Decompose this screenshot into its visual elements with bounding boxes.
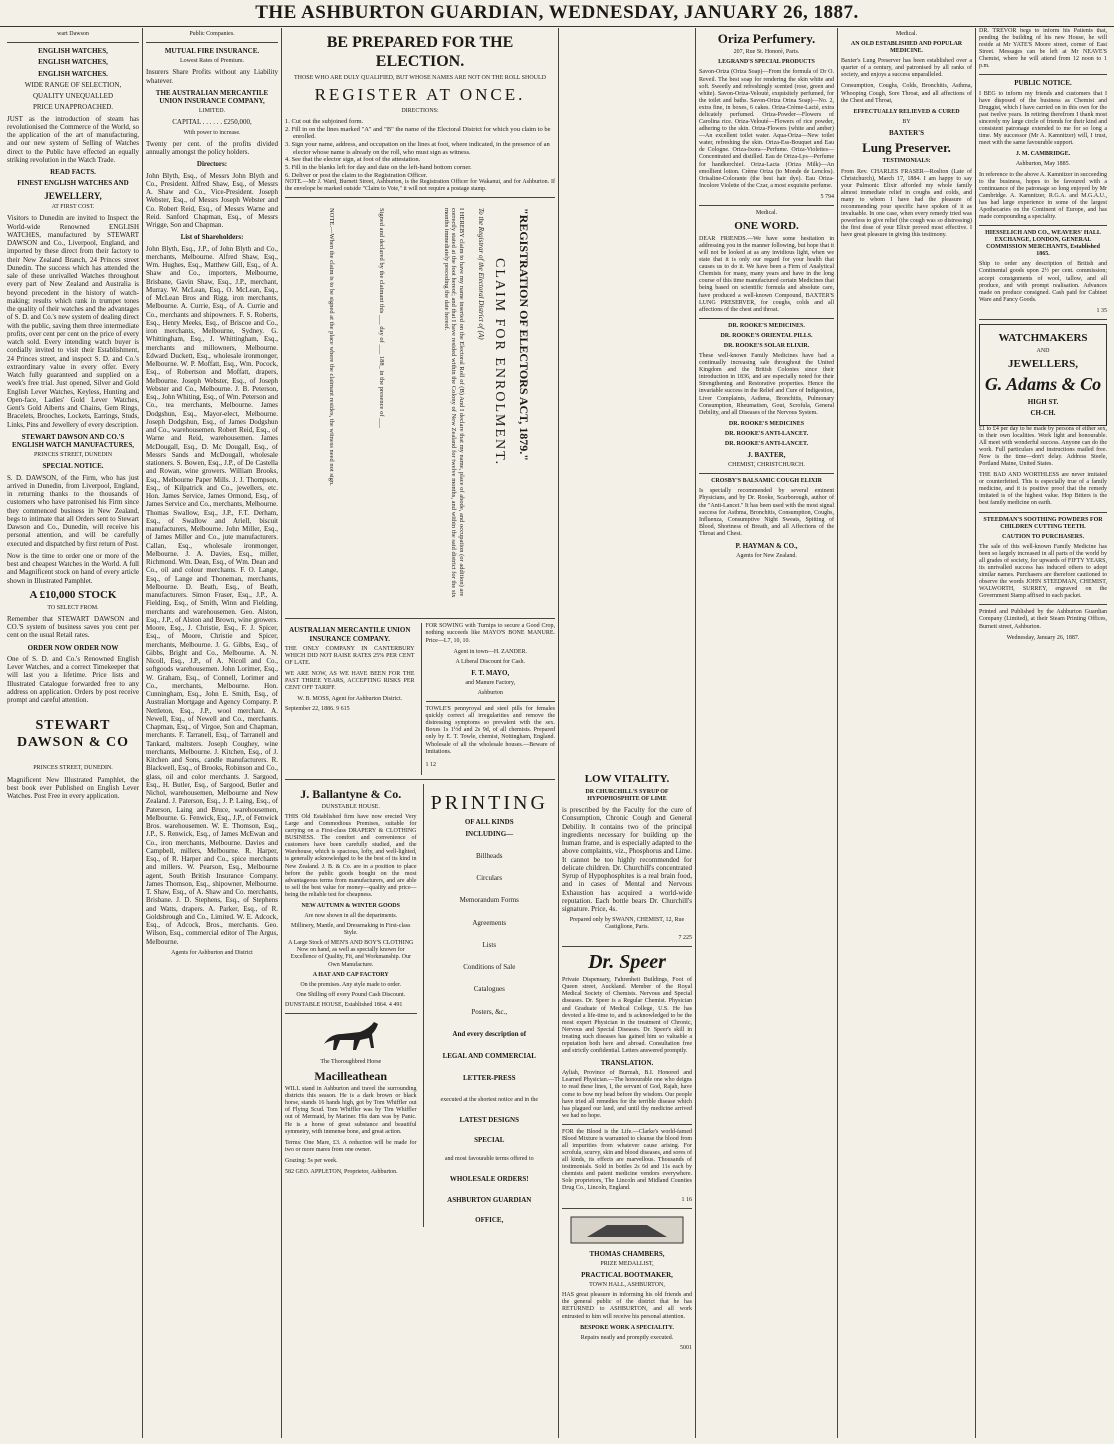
mayo-ad	[421, 623, 556, 774]
sub: LETTER-PRESS	[462, 1074, 516, 1083]
agent: Agent in town—H. ZANDER.	[453, 648, 527, 655]
column-notices	[976, 28, 1110, 1438]
body-text: From Rev. CHARLES FRASER—Roslton (Late of Christchurch), March 17, 1884. I am happy to say your Pulmonic Elixir afforded my whole family almost immediate relief in coughs and colds, and many to whom I have had the pleasure of recommending your specific have spoken of it as invaluable. In one case, when every remedy tried was powerless to give relief (the cough was so distressing) the first dose of your Elixir proved most effective. I have great pleasure in giving this testimony.	[841, 168, 972, 239]
sub: PRACTICAL BOOTMAKER,	[581, 1270, 673, 1279]
body-text: Savon-Oriza (Oriza Soap)—From the formula of Dr O. Reveil. The best soap for rendering the skin white and soft. Sweetly and refreshingly scented (rose, green and white). Savon-Oriza-Velouté, exquisitely perfumed, for the toilet and baths. Savon-Oriza Orina Soap)—No. 2, extra fine, in boxes, 6 cakes. Oriza-Crème-Lacté, extra delicately perfumed. Oriza-Powder—Flowers of Carolina rice. Oriza-Velouté—Flowers of rice powder, adhering to the skin. Oriza-Flowers (white and amber)—An excellent toilet water. Aqua-Oriza—New toilet water, refreshing the skin. Oriza-Ess-Bouquet and Eau de Cologne. Oriza-Ixora—Perfume. Oriza-Violettes—Concentrated and distilled. Eau de Oriza-Lys—Perfume for handkerchief. Oriza-Lacta (Oriza Milk)—An emollient lotion. Crème Oriza (to Monde de Lenclos). Orisaline-Colorante (the best hair dye). Eau Oriza-Incolore Violette of the Czar, a most exquisite perfume.	[699, 69, 834, 189]
subheading: JEWELLERY,	[44, 190, 102, 201]
sub: executed at the shortest notice and in the	[440, 1096, 538, 1103]
direction-item: 1. Cut out the subjoined form.	[285, 117, 364, 125]
sub: PRIZE MEDALLIST,	[600, 1260, 654, 1267]
sub: EFFECTUALLY RELIEVED & CURED	[853, 108, 960, 115]
top-label: Public Companies.	[189, 31, 235, 37]
printing-item: Lists	[482, 940, 497, 949]
column-center	[282, 28, 558, 1438]
name: F. T. MAYO,	[471, 668, 510, 677]
heading: CROSBY'S BALSAMIC COUGH ELIXIR	[711, 478, 822, 485]
sub: LATEST DESIGNS	[459, 1115, 519, 1124]
sub: CH-CH.	[1030, 409, 1056, 418]
body-text: Twenty per cent. of the profits divided annually amongst the policy holders.	[146, 139, 278, 157]
printing-item: Memorandum Forms	[459, 896, 519, 905]
sub: One Shilling off every Pound Cash Discount.	[296, 991, 406, 998]
date-text: September 22, 1886.	[285, 706, 335, 713]
body-text: £1 to £4 per day to be made by persons of either sex, in their own localities. Work light and honourable. All meet with wonderful success. Anyone can do the work. Full particulars and instructions mailed free. Now is the time—don't delay. Address Steele, Portland Maine, United States.	[979, 425, 1107, 468]
sub: CHEMIST, CHRISTCHURCH.	[728, 462, 805, 469]
column-insurance	[143, 28, 281, 1438]
heading: Oriza Perfumery.	[717, 31, 816, 46]
rooke-heading: DR. ROOKE'S MEDICINES	[728, 420, 805, 427]
rooke-heading: DR. ROOKE'S SOLAR ELIXIR.	[723, 342, 810, 349]
lower-row	[285, 784, 555, 1227]
ref: 7 225	[678, 934, 692, 941]
body-text: Magnificent New Illustrated Pamphlet, the best book ever Published on English Lever Watches. Post Free in every application.	[7, 775, 139, 800]
address: 207, Rue St. Honoré, Paris.	[733, 49, 800, 56]
sub: LEGAL AND COMMERCIAL	[442, 1052, 536, 1061]
directions-list	[285, 118, 555, 179]
sub: CAUTION TO PURCHASERS.	[1002, 533, 1084, 540]
printing-item: Circulars	[476, 874, 503, 883]
sub: TOWN HALL, ASHBURTON,	[589, 1282, 665, 1289]
heading: ONE WORD.	[734, 219, 799, 232]
sub: And every description of	[452, 1029, 527, 1038]
printing-ad	[423, 784, 556, 1227]
stock-heading: A £10,000 STOCK	[29, 588, 117, 601]
ref: 5 794	[820, 193, 834, 200]
subheading: With power to increase.	[183, 129, 241, 136]
body-text: Baxter's Lung Preserver has been established over a quarter of a century, and patronised by all ranks of society, and enjoys a success unparalleled.	[841, 58, 972, 79]
directions-heading: DIRECTIONS:	[401, 107, 439, 114]
body-text: S. D. DAWSON, of the Firm, who has just arrived in Dunedin, from Liverpool, England, in returning thanks to the thousands of customers who have patronised his Firm since they commenced business in New Zealand, begs to intimate that all Orders sent to Stewart Dawson and Co., Dunedin, will receive his personal attention, and will be carefully executed and dispatched by first return of Post.	[7, 473, 139, 548]
subheading: WIDE RANGE OF SELECTION,	[24, 80, 122, 89]
heading: ENGLISH WATCHES.	[38, 69, 108, 78]
sub: BY	[902, 118, 911, 125]
horse-illustration	[316, 1018, 386, 1056]
form-body: I HEREBY claim to have my name inserted on the Electoral Roll of (B) And I declare that my name, place of abode, and occupation (or addition) are correctly stated at the foot hereof; and that I have resided within the Colony of New Zealand for twelve months, and within the said district for the six months immediately preceding the date hereof.	[442, 208, 465, 598]
ballantyne-ad	[285, 784, 417, 1227]
body-text: I BEG to inform my friends and customers that I have disposed of the business as Chemist and Druggist, which I have carried on in this own for the past twelve years. In retiring therefrom I thank most sincerely my large circle of friends for their kind and consistent patronage extended to me for so long a time. My successor (Mr A. Kamnitzer) will, I trust, meet with the same favourable support.	[979, 90, 1107, 147]
subheading: List of Shareholders:	[180, 233, 244, 242]
lung-preserver-title: Lung Preserver.	[862, 140, 951, 156]
company-title: THE AUSTRALIAN MERCANTILE UNION INSURANCE COMPANY,	[155, 88, 269, 106]
sub: A HAT AND CAP FACTORY	[312, 971, 389, 978]
subheading: FINEST ENGLISH WATCHES AND	[17, 179, 129, 188]
ref: 582	[285, 1168, 294, 1175]
firm-heading: STEWART DAWSON AND CO.'S ENGLISH WATCH MANUFACTURES,	[12, 432, 134, 450]
heading: PUBLIC NOTICE.	[1014, 79, 1072, 88]
sub: On the premises. Any style made to order.	[300, 981, 402, 988]
sub: HIGH ST.	[1027, 398, 1059, 407]
subheading: PRICE UNAPPROACHED.	[32, 103, 114, 112]
subheading: DR CHURCHILL'S SYRUP OF HYPOPHOSPHITE OF LIME	[585, 788, 669, 803]
agent: W. B. MOSS, Agent for Ashburton District.	[297, 696, 403, 703]
ref: 5001	[680, 1344, 692, 1351]
subheading: QUALITY UNEQUALLED	[32, 92, 114, 101]
registrar-note: NOTE.—Mr J. Ward, Burnett Street, Ashburton, is the Registration Officer for Wakanui, and for Ashburton. If the envelope be marked outside "Claim to Vote," it will not require a postage stamp.	[285, 179, 555, 193]
election-title: BE PREPARED FOR THE ELECTION.	[326, 34, 514, 70]
printing-item: Billheads	[476, 851, 503, 860]
boot-illustration	[567, 1213, 687, 1247]
section-label: Medical.	[755, 209, 778, 216]
column-stewart-dawson	[4, 28, 142, 1438]
body-text: FOR the Blood is the Life.—Clarke's world-famed Blood Mixture is warranted to cleanse the blood from all impurities from whatever cause arising. For scrofula, scurvy, skin and blood diseases, and sores of all kinds, its effects are marvellous. Thousands of testimonials. Sold in bottles 2s 6d and 11s each by chemists and patent medicine vendors everywhere. Sole proprietors, The Lincoln and Midland Counties Drug Co., Lincoln, England.	[562, 1128, 692, 1192]
subheading: LEGRAND'S SPECIAL PRODUCTS	[718, 59, 815, 66]
chambers-name: THOMAS CHAMBERS,	[589, 1249, 665, 1258]
discount: A Liberal Discount for Cash.	[455, 658, 525, 665]
footer: Agents for Ashburton and District	[171, 949, 253, 956]
direction-item: 5. Fill in the blanks left for day and date on the left-hand bottom corner.	[285, 163, 472, 171]
shareholders-list: John Blyth, Esq., J.P., of John Blyth and Co., merchants, Melbourne. Alfred Shaw, Esq., Wm. Hughes, Esq., Matthew Gill, Esq., of A. Shaw and Co., importers, Melbourne, Brisbane, Gavin Shaw, Esq., J.P., merchant, Murray. W. McLean, Esq., O. McLean, Esq., of McLean Bros and Rigg, iron merchants, Melbourne. A. Currie, Esq., of A. Currie and Co., merchants and shipowners. F. S. Roberts, Esq., Henry Meeks, Esq., of Briscoe and Co., iron merchants, Melbourne, Sydney. G. Whittingham, Esq., J. Whittingham, Esq., merchants and millowners, Melbourne. Edward Duckett, Esq., wholesale ironmonger, Melbourne. W. P. Moffatt, Esq., Wm. Pocock, Esq., of Robertson and Moffatt, drapers, Melbourne. Joseph Webster, Esq., of Joseph Webster and Co., Melbourne. J. B. Peterson, Esq., John Whiting, Esq., of Wm. Peterson and Co., tea merchants, Melbourne. James Dodgshun, Esq., Mayor-elect, Melbourne. Joseph Dodgshun, Esq., of James Dodgshun and Co., warehousemen. Robert Reid, Esq., of Warne and Reid, warehousemen. James McDougall, Esq., D. Mc Dougall, Esq., of Messrs Sands and McDougall, wholesale stationers. S. Bowen, Esq., J.P., of De Castella and Rowan, wine growers. William Brooks, Esq., Melbourne Paper Mills. J. J. Thompson, Esq., of Kilpatrick and Co., jewellers, etc. Hon. James Service, James Ormond, Esq., of James Service and Co., merchants, Melbourne. Thomas Swallow, Esq., J.P., F.T. Derham, Esq., of Swallow and Ariell, biscuit manufacturers, Melbourne. John Miller, Esq., of James Miller and Co., jute manufacturers. Callan, Esq., wholesale ironmonger, Melbourne. J. A. Davies, Esq., miller, Richmond. Wm. Dean, Esq., of Wm. Dean and Co., oil and colour merchants. F. O. Lange, Esq., of Lange and Thoneman, merchants, Melbourne. D. Beath, Esq., of Beath, manufacturers. Simon Fraser, Esq., J.P., A. Fielding, Esq., of Smith, Winn and Fielding, merchants and warehousemen. Geo. Alston, Esq., J.P., of Alston and Brown, wine growers. Moore, Esq., J. Christie, Esq., F. J. Spicer, Esq., of Moore, Christie and Spicer, merchants, Melbourne. J. G. Gibbs, Esq., of Gibbs, Bright and Co., Melbourne. A. N. Nicoll, Esq., J.P., of A. Nicoll and Co., softgoods warehousemen. John Lorimer, Esq., W. Graham, Esq., of Connell, Lorimer and Co., merchants, Melbourne. Hon. Cunningham, Esq., John E. Smith, Esq., of Australian Mortgage and Agency Company. P. Nettleton, Esq., J.P., wool merchant. A. Newell, Esq., of Newell and Co., merchants. Chapman, Esq., of Virgoe, Son and Chapman, merchants. F. Tarranell, Esq., of Tarranell and Tankard, maltsters. Joseph Coughey, wine merchants, Melbourne. J. Kitchen, Esq., of J. Kitchen and Sons, candle manufacturers. R. Blackwell, Esq., of Brooks, Robinson and Co., glass, oil and color merchants. J. Sargood, Esq., H. Butler, Esq., of Sargood, Butler and Nichol, warehousemen, Melbourne and New Zealand. J. Paterson, Esq., J. P. Laing, Esq., of Paterson, Laing and Bruce, warehousemen, Melbourne. G. Fenwick, Esq., J.P., of Fenwick Bros. warehousemen. W. E. Thomson, Esq., J.P., S. Renwick, Esq., of James McEwan and Co., iron merchants, Melbourne. Davies and Campbell, millers, Melbourne. R. Harper, Esq., of R. Harper and Co., spice merchants and millers. W. Pearson, Esq., Melbourne agent, South British Insurance Company. James Thomson, Esq., shipowner, Melbourne. T. Shaw, Esq., of A. Shaw and Co. merchants, Brisbane. J. D. Stephens, Esq., of Stephens and Watts, drapers. A. Parker, Esq., of R. Goldsbrough and Co., Limited. W. E. Adcock, Esq., of Adcock, Bros., merchants. Geo. Wilson, Esq., commercial editor of The Argus, Melbourne.	[146, 244, 278, 946]
caption: The Thoroughbred Horse	[320, 1058, 382, 1065]
sub: BESPOKE WORK A SPECIALITY.	[580, 1324, 674, 1331]
subheading: SPECIAL NOTICE.	[42, 462, 104, 471]
sub: INCLUDING—	[465, 829, 514, 838]
subheading: Lowest Rates of Premium.	[180, 58, 244, 65]
heading: STEEDMAN'S SOOTHING POWDERS FOR CHILDREN CUTTING TEETH.	[983, 516, 1103, 530]
body-text: is prescribed by the Faculty for the cure of Consumption, Chronic Cough and General Debility. It contains two of the principal ingredients necessary for building up the human frame, and is especially adapted to the above complaints, viz., Phosphorus and Lime. It cannot be too highly recommended for delicate children. Dr. Churchill's concentrated Syrup of Hypophosphites is a real brain food, and in cases of Mental and Nervous Exhaustion has acquired a world-wide reputation. Each bottle bears Dr. Churchill's signature. Price, 4s.	[562, 806, 692, 914]
printing-item: Conditions of Sale	[463, 963, 516, 972]
directors-list: John Blyth, Esq., of Messrs John Blyth and Co., President. Alfred Shaw, Esq., of Messrs A. Shaw and Co., Vice-President. Joseph Webster, Esq., of Messrs Joseph Webster and Co. Robert Reid, Esq., of Messrs Warne and Reid. Sanford Chapman, Esq., of Messrs Wrigge, Son and Chapman.	[146, 171, 278, 230]
direction-item: 3. Sign your name, address, and occupation on the lines at foot, where indicated, in the presence of an elector whose name is already on the roll, who must sign as witness.	[285, 140, 550, 156]
body-text: Now is the time to order one or more of the best and cheapest Watches in the World. A full and Magnificent stock on hand of every article shown in Illustrated Pamphlet.	[7, 551, 139, 585]
intro-text: JUST as the introduction of steam has revolutionised the Commerce of the World, so the application of the art of manufacturing, and our new system of Selling of Watches direct to the Public have effected an equally striking revolution in the Watch Trade.	[7, 114, 139, 164]
sub: BAXTER'S	[888, 128, 924, 137]
form-title: "REGISTRATION OF ELECTORS ACT, 1879."	[517, 208, 531, 462]
sub: Are now shown in all the departments.	[304, 913, 398, 920]
sub: Agents for New Zealand.	[736, 553, 797, 560]
subheading: Directors:	[196, 160, 228, 169]
sub: WHOLESALE ORDERS!	[449, 1175, 529, 1184]
sub: A Large Stock of MEN'S AND BOY'S CLOTHING Now on hand, as well as specially known for Excellence of Quality, Fit, and Workmanship. Our Own Manufacture.	[288, 940, 414, 968]
body-text: Ship to order any description of British and Continental goods upon 2½ per cent. commission; accept consignments of wool, tallow, and all produce, and with prompt realisation. Advances made on produce consigned. Cash paid for Cabinet Ware and Fancy Goods.	[979, 261, 1107, 303]
stock-sub: TO SELECT FROM.	[47, 604, 99, 611]
body-text: THIS Old Established firm have now erected Very Large and Commodious Premises, suitable for carrying on a First-class DRAPERY & CLOTHING BUSINESS. The comfort and convenience of customers have been carefully studied, and the Warehouse, which is spacious, lofty, and well-lighted, is generally acknowledged to be the best of its kind in New Zealand. J. B. & Co. are in a position to place before the public goods bought on the most advantageous terms from manufacturers, and are able to sell the best value for money—quality and price—being the reliable test for cheapness.	[285, 814, 417, 898]
masthead	[0, 0, 1114, 27]
direction-item: 4. See that the elector sign, at foot of the attestation.	[285, 156, 421, 164]
body-text: Ayliah, Province of Burmah, B.I. Honored and Learned Physician.—The honourable one who deigns to read these lines, I, the servant of God, Rajah, have come to bow my head before thy wisdom. Our people have tried all remedies for the terrible disease which has plagued our land, and until thy medicine arrived we had no hope.	[562, 1070, 692, 1119]
direction-item: 6. Deliver or post the claim to the Registration Officer.	[285, 171, 428, 179]
form-claim: CLAIM FOR ENROLMENT.	[492, 258, 507, 467]
amu-ad	[285, 623, 415, 774]
direction-item: 2. Fill in on the lines marked "A" and "B" the name of the Electoral District for which you claim to be enrolled.	[285, 125, 551, 141]
sub: ASHBURTON GUARDIAN	[447, 1195, 532, 1204]
sub: OFFICE,	[475, 1215, 504, 1224]
body-text: Visitors to Dunedin are invited to Inspect the World-wide Renowned ENGLISH WATCHES, manufactured by STEWART DAWSON and Co., Liverpool, England, and imported by these direct from their factory to their New Zealand Branch, 24 Princes street Dunedin. The success which has attended the sale of these unrivalled Watches throughout every part of New Zealand and Australia is beyond precedent in the history of watch-making; results which rank in trumpet tones the quality of their watches and the advantages of S. D. and Co.'s new system of dealing direct with the public, saving them three intermediate profits, over cent per cent on the price of every watch sold. Every intending watch buyer is cordially invited to visit their Establishment, 24 Princes street, and inspect S. D. and Co.'s extraordinary value in every offer. Every Watch fully guaranteed and supplied on a week's free trial. Just opened, Silver and Gold English Lever Watches, Keyless, Hunting and Open-face, Ladies' Gold Lever Watches, Gent's Gold Alberts and Chains, Gem Rings, Bracelets, Brooches, Lockets, Earrings, Studs, Links, Pins and Jewellery of every description.	[7, 214, 139, 429]
sub: WATCHMAKERS	[998, 331, 1088, 344]
subheading: READ FACTS.	[50, 168, 96, 177]
body-text: THE ONLY COMPANY IN CANTERBURY WHICH DID NOT RAISE RATES 25% PER CENT OF LATE.	[285, 645, 415, 667]
body-text: Private Dispensary, Fahrenheit Buildings, Foot of Queen street, Auckland. Member of the Royal Medical Society of Chemists. Nervous and Special diseases. Dr. Speer is a Regular Chemist. Physician and Graduate of Medical College, U.S. He has devoted a life-time to, and is acknowledged to be the most expert Physician in the treatment of Chronic, Nervous and Special Diseases. Dr. Speer's skill in treating such diseases has gained him so valuable a reputation both here and abroad. Consultation free and strictly confidential. Letters answered promptly.	[562, 977, 692, 1054]
sub: Ashburton, May 1885.	[1015, 161, 1071, 168]
sub: JEWELLERS,	[1008, 357, 1078, 370]
heading: AN OLD ESTABLISHED AND POPULAR MEDICINE.	[850, 41, 963, 55]
towle-text: TOWLE'S pennyroyal and steel pills for females quickly correct all irregularities and remove the distressing symptoms so prevalent with the sex. Boxes 1s 1½d and 2s 9d, of all chemists. Prepared only by E. T. Towle, chemist, Nottingham, England. Wholesale of all the wholesale houses.—Beware of Imitations.	[425, 706, 555, 755]
sub: Millinery, Mantle, and Dressmaking in First-class Style.	[291, 923, 411, 937]
subheading: AT FIRST COST.	[51, 204, 95, 211]
heading: LOW VITALITY.	[584, 773, 670, 785]
rooke-heading: DR. ROOKE'S ANTI-LANCET.	[724, 430, 809, 437]
sub: SPECIAL	[474, 1135, 505, 1144]
column-lung-preserver	[838, 28, 975, 1438]
ballantyne-title: J. Ballantyne & Co.	[300, 786, 402, 801]
printing-item: Agreements	[472, 918, 507, 927]
trevor-notice: DR. TREVOR begs to inform his Patients that, pending the building of his new House, he will reside at Mr YATE'S Moore street, corner of East Street. Messages can be left at Mr NEAVE'S Chemist, where he will attend from 12 noon to 1 p.m.	[979, 28, 1107, 70]
owner: GEO. APPLETON, Proprietor, Ashburton.	[295, 1168, 398, 1175]
body-text: Remember that STEWART DAWSON and CO.'S system of business saves you cent per cent on the usual Retail rates.	[7, 614, 139, 640]
sub: and most favourable terms offered to	[444, 1156, 534, 1163]
adams-logo: G. Adams & Co	[984, 373, 1102, 394]
body-text: Is specially recommended by several eminent Physicians, and by Dr. Rooke, Scarborough, author of the "Anti-Lancet." It has been used with the most signal success for Asthma, Bronchitis, Consumption, Coughs, Influenza, Consumptive Night Sweats, Spitting of Blood, Shortness of Breath, and all Affections of the Throat and Chest.	[699, 488, 834, 537]
body-text: Insurers Share Profits without any Liability whatever.	[146, 68, 278, 85]
body-text: Consumption, Coughs, Colds, Bronchitis, Asthma, Whooping Cough, Sore Throat, and all affections of the Chest and Throat,	[841, 83, 972, 104]
imprint-date: Wednesday, January 26, 1887.	[1006, 634, 1080, 641]
body-text: WILL stand in Ashburton and travel the surrounding districts this season. He is a dark brown or black horse, stands 16 hands high, got by Tom Whiffler out of Flying Scud. Tom Whiffler was by Tim Whiffler out of Mermaid, by Mariner. His dam was by Panic. He is a horse of great substance and beautiful symmetry, with immense bone, and great action.	[285, 1086, 417, 1135]
heading: MUTUAL FIRE INSURANCE.	[164, 47, 260, 56]
sub: TESTIMONIALS:	[882, 158, 931, 165]
subheading: LIMITED.	[198, 108, 226, 115]
mid-row	[285, 623, 555, 774]
heading: ENGLISH WATCHES,	[38, 47, 108, 56]
rooke-heading: DR. ROOKE'S ORIENTAL PILLS.	[720, 332, 813, 339]
horse-name: Macilleathean	[314, 1068, 388, 1083]
address: PRINCES STREET, DUNEDIN.	[33, 765, 113, 772]
address: PRINCES STREET, DUNEDIN	[33, 452, 113, 459]
imprint: Printed and Published by the Ashburton Guardian Company (Limited), at their Steam Printing Offices, Burnett street, Ashburton.	[979, 609, 1107, 630]
section-label: Medical.	[895, 31, 918, 37]
body-text: These well-known Family Medicines have had a continually increasing sale throughout the United Kingdom and the British Colonies since their introduction in 1836, and are especially noted for their Strengthening and Restorative properties. Hence the invariable success in the Relief and Cure of Indigestion, Liver Complaints, Asthma, Bronchitis, Pulmonary Consumption, Rheumatism, Gout, Scrofula, General Debility, and all Diseases of the Nervous System.	[699, 353, 834, 416]
ref: 1 35	[1096, 307, 1107, 314]
rooke-heading: DR. ROOKE'S MEDICINES.	[728, 322, 805, 329]
body-text: DEAR FRIENDS.—We have some hesitation in addressing you in the manner following, but hope that it will not be looked at as any invidious light, when we state that it is only our regard for your health that causes us to do it. We have been a Firm of Analytical Chemists for many, many years and have in the long course of this time manufactured certain Medicines that being based on scientific formula and absolute care, have produced a well-known Compound, BAXTER'S LUNG PRESERVER, for coughs, colds and all affections of the chest and throat.	[699, 235, 834, 313]
form-note: NOTE.—When the claim is to be signed at the place where the claimant resides, the witness need not sign.	[328, 208, 335, 487]
ref: 9 615	[336, 706, 350, 713]
column-perfumery	[696, 28, 837, 1438]
sub: DUNSTABLE HOUSE.	[321, 803, 380, 810]
date	[285, 706, 415, 713]
body-text: WE ARE NOW, AS WE HAVE BEEN FOR THE PAST THREE YEARS, ACCEPTING RISKS PER CENT OFF TARIFF.	[285, 671, 415, 692]
election-lead: THOSE WHO ARE DULY QUALIFIED, BUT WHOSE NAMES ARE NOT ON THE ROLL SHOULD	[293, 74, 547, 81]
body-text: Terms: One Mare, £3. A reduction will be made for two or more mares from one owner.	[285, 1139, 417, 1153]
printing-title: PRINTING	[430, 791, 548, 814]
sub: and Manure Factory,	[465, 680, 516, 686]
body-text: The sale of this well-known Family Medicine has been so largely increased in all parts of the world by all grades of society, for upwards of FIFTY YEARS, its unrivalled success has induced others to adopt similar names. Purchasers are therefore cautioned to observe the words JOHN STEEDMAN, CHEMIST, WALWORTH, SURREY, engraved on the Government Stamp affixed to each packet.	[979, 543, 1107, 600]
sub: OF ALL KINDS	[464, 818, 514, 827]
body-text: THE BAD AND WORTHLESS are never imitated or counterfeited. This is especially true of a family medicine, and it is positive proof that the remedy imitated is of the highest value. Hop Bitters is the best family medicine on earth.	[979, 472, 1107, 507]
sub: Ashburton	[477, 690, 503, 697]
speer-logo: Dr. Speer	[588, 950, 666, 973]
order-now: ORDER NOW ORDER NOW	[27, 643, 119, 652]
body-text: FOR SOWING with Turnips to secure a Good Crop, nothing succeeds like MAYO'S BONE MANURE. Price—L7, 10, 10.	[425, 623, 555, 644]
footer: DUNSTABLE HOUSE, Established 1864.	[285, 1001, 388, 1008]
heading: AUSTRALIAN MERCANTILE UNION INSURANCE COMPANY.	[289, 626, 411, 643]
heading: ENGLISH WATCHES,	[38, 58, 108, 67]
printing-item: Posters, &c.,	[471, 1007, 508, 1016]
masthead-title: THE ASHBURTON GUARDIAN, WEDNESDAY, JANUARY 26, 1887.	[255, 1, 859, 23]
ref: 1 12	[425, 761, 436, 768]
rooke-heading: DR. ROOKE'S ANTI-LANCET.	[724, 440, 809, 447]
heading: HIESSELICH AND CO., WEAVERS' HALL EXCHANGE, LONDON, GENERAL COMMISSION MERCHANTS, Established 1865.	[985, 230, 1101, 258]
form-to: To the Registrar of the Electoral District of (A)	[477, 208, 485, 340]
enrolment-form	[285, 197, 555, 619]
ref: 1 16	[681, 1196, 692, 1203]
printing-item: Catalogues	[473, 985, 505, 994]
sub: AND	[1036, 347, 1050, 354]
top-label: wart Dawson	[57, 31, 89, 37]
subheading: TRANSLATION.	[600, 1059, 654, 1068]
adams-ad	[979, 324, 1107, 426]
sub: Prepared only by SWANN, CHEMIST, 12, Rue Castiglione, Paris.	[569, 917, 685, 931]
hayman-name: P. HAYMAN & CO.,	[735, 541, 798, 550]
sub: NEW AUTUMN & WINTER GOODS	[301, 902, 400, 909]
body-text: In reference to the above A. Kamnitzer in succeeding to the business, hopes to be favoured with a continuance of the patronage so long enjoyed by Mr Cambridge. A. Kamnitzer, R.G.A. and M.G.A.U., has had large experience in some of the largest Apothecaries on the Continent of Europe, and has made compounding a speciality.	[979, 171, 1107, 220]
column-medicine-left	[559, 770, 695, 1438]
baxter-name: J. BAXTER,	[747, 450, 786, 459]
sub: J. M. CAMBRIDGE.	[1015, 151, 1071, 158]
sub: Repairs neatly and promptly executed.	[580, 1334, 674, 1341]
body-text: One of S. D. and Co.'s Renowned English Lever Watches, and a correct Timekeeper that will last you a lifetime. Price lists and Illustrated Catalogue forwarded free to any address on application. Orders by post receive prompt and careful attention.	[7, 654, 139, 705]
body-text: Grazing: 5s per week.	[285, 1157, 338, 1164]
capital: CAPITAL . . . . . . £250,000,	[172, 118, 252, 127]
form-sign: Signed and declared by the claimant this ___ day of ___ 188_ in the presence of ___	[378, 208, 385, 429]
register-heading: REGISTER AT ONCE.	[314, 84, 526, 104]
body-text: HAS great pleasure in informing his old friends and the general public of the district that he has RETURNED to ASHBURTON, and all work entrusted to him will receive his personal attention.	[562, 1292, 692, 1320]
ref: 4 491	[388, 1001, 403, 1008]
firm-name: STEWART DAWSON & CO	[16, 718, 130, 750]
